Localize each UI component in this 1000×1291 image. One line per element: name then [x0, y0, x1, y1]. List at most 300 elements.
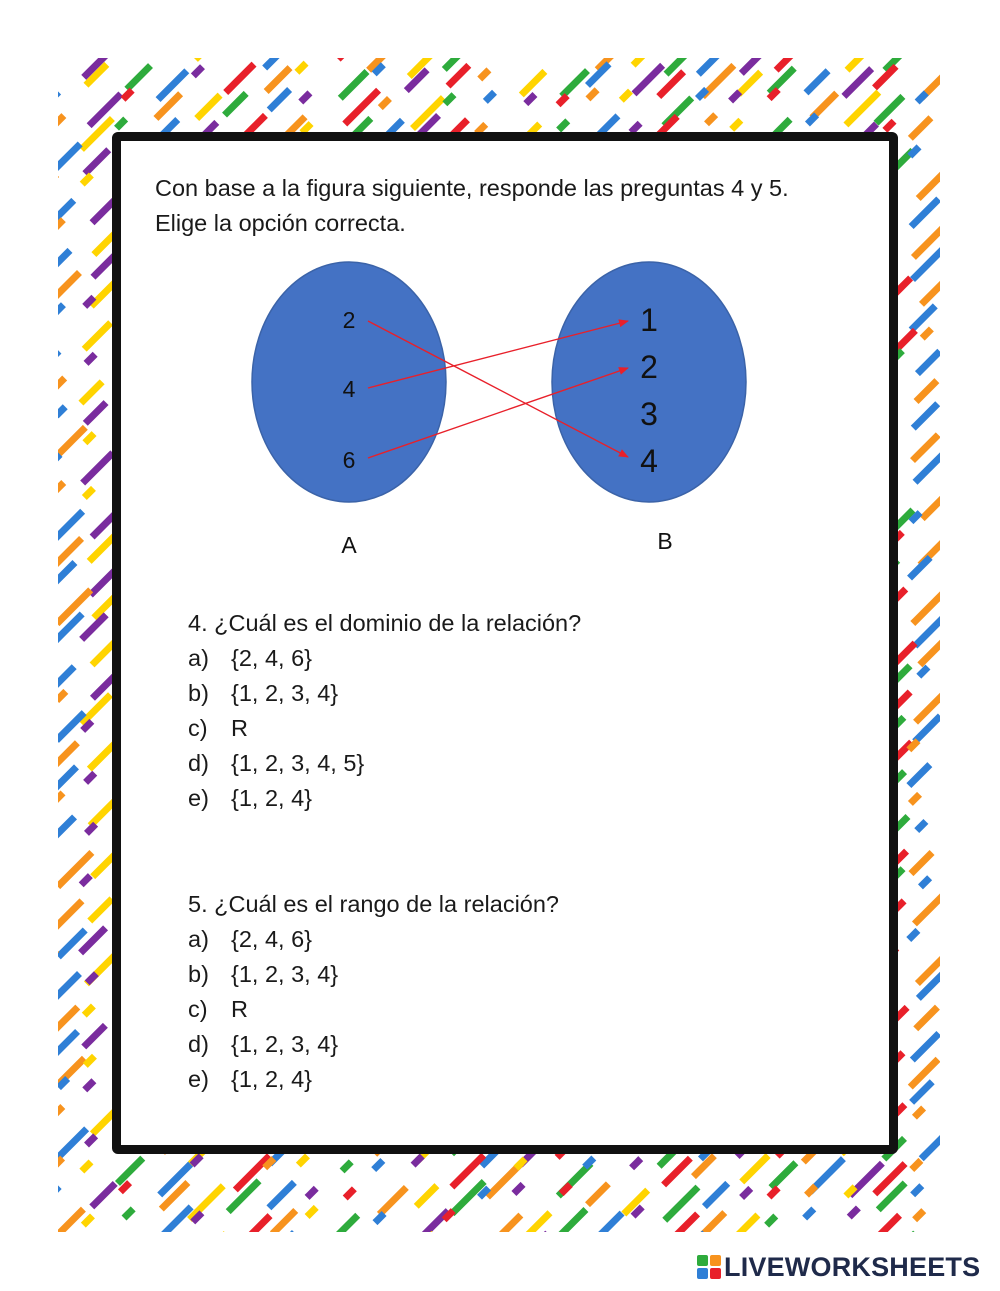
answer-option[interactable]: [188, 746, 788, 781]
border-stripe: [958, 228, 977, 247]
border-stripe: [491, 1218, 518, 1245]
border-stripe: [666, 1161, 688, 1183]
border-stripe: [343, 16, 362, 35]
border-stripe: [382, 17, 386, 21]
border-stripe: [23, 1115, 27, 1119]
border-stripe: [52, 1189, 56, 1193]
border-stripe: [953, 326, 974, 347]
border-stripe: [561, 1212, 584, 1235]
answer-option[interactable]: [188, 922, 788, 957]
border-stripe: [915, 1188, 919, 1192]
border-stripe: [13, 15, 36, 38]
border-stripe: [959, 952, 980, 973]
option-letter: b): [188, 680, 209, 706]
border-stripe: [343, 74, 365, 96]
border-stripe: [310, 1191, 314, 1195]
border-stripe: [196, 1236, 223, 1263]
border-stripe: [846, 71, 869, 94]
border-stripe: [87, 152, 106, 171]
border-stripe: [301, 23, 320, 42]
border-stripe: [16, 590, 20, 594]
border-stripe: [949, 747, 953, 751]
set-b-element: 2: [640, 349, 658, 385]
border-stripe: [12, 275, 16, 279]
border-stripe: [848, 95, 876, 123]
border-stripe: [85, 455, 110, 480]
border-stripe: [953, 1053, 980, 1080]
border-stripe: [407, 1236, 431, 1260]
border-stripe: [416, 1158, 420, 1162]
border-stripe: [16, 1084, 42, 1110]
border-stripe: [50, 952, 54, 956]
border-stripe: [636, 1209, 640, 1213]
border-stripe: [234, 40, 238, 44]
border-stripe: [957, 283, 985, 311]
border-stripe: [378, 1238, 382, 1242]
border-stripe: [667, 1216, 696, 1245]
border-stripe: [52, 94, 56, 98]
border-stripe: [807, 1211, 811, 1215]
border-stripe: [18, 794, 22, 798]
border-stripe: [709, 117, 713, 121]
border-stripe: [59, 694, 63, 698]
border-stripe: [956, 898, 977, 919]
border-stripe: [592, 17, 621, 46]
border-stripe: [89, 1138, 93, 1142]
border-stripe: [911, 933, 915, 937]
border-stripe: [16, 561, 35, 580]
border-stripe: [87, 1262, 113, 1288]
border-stripe: [698, 1235, 702, 1239]
border-stripe: [420, 15, 437, 32]
border-stripe: [383, 101, 387, 105]
set-b-element: 1: [640, 302, 658, 338]
border-stripe: [24, 1007, 43, 1026]
border-stripe: [19, 671, 47, 699]
border-stripe: [382, 1190, 404, 1212]
option-letter: c): [188, 715, 208, 741]
border-stripe: [269, 19, 273, 23]
border-stripe: [54, 514, 80, 540]
border-stripe: [446, 1262, 474, 1290]
border-stripe: [16, 536, 45, 565]
border-stripe: [913, 797, 917, 801]
border-stripe: [915, 437, 936, 458]
border-stripe: [417, 1213, 446, 1242]
border-stripe: [482, 1191, 486, 1195]
border-stripe: [58, 146, 78, 166]
border-stripe: [22, 979, 50, 1007]
border-stripe: [95, 643, 114, 662]
border-stripe: [272, 92, 287, 107]
border-stripe: [673, 1240, 689, 1256]
border-stripe: [518, 1161, 522, 1165]
border-stripe: [521, 14, 525, 18]
liveworksheets-brand[interactable]: [697, 1252, 980, 1282]
border-stripe: [341, 40, 358, 57]
border-stripe: [561, 98, 565, 102]
border-stripe: [275, 1213, 293, 1231]
border-stripe: [447, 43, 471, 67]
border-stripe: [57, 118, 61, 122]
border-stripe: [20, 302, 24, 306]
border-stripe: [744, 1158, 765, 1179]
border-stripe: [86, 1218, 90, 1222]
border-stripe: [920, 95, 924, 99]
border-stripe: [734, 123, 738, 127]
border-stripe: [959, 795, 978, 814]
border-stripe: [25, 774, 52, 801]
option-text: {1, 2, 3, 4}: [231, 961, 339, 987]
border-stripe: [914, 1084, 930, 1100]
border-stripe: [627, 1268, 647, 1288]
border-stripe: [447, 97, 451, 101]
brand-text: LIVEWORKSHEETS: [724, 1251, 981, 1282]
border-stripe: [913, 120, 929, 136]
border-stripe: [14, 875, 41, 902]
border-stripe: [955, 484, 981, 510]
question-5: [188, 887, 788, 1097]
border-stripe: [491, 40, 495, 44]
border-stripe: [59, 409, 63, 413]
border-stripe: [956, 203, 973, 220]
border-stripe: [14, 744, 32, 762]
border-stripe: [924, 278, 947, 301]
answer-option[interactable]: [188, 641, 788, 676]
border-stripe: [947, 872, 964, 889]
border-stripe: [955, 125, 981, 151]
border-stripe: [271, 1185, 292, 1206]
border-stripe: [419, 1188, 435, 1204]
border-stripe: [299, 66, 303, 70]
border-stripe: [526, 1236, 546, 1256]
border-stripe: [913, 855, 929, 871]
border-stripe: [409, 1262, 413, 1266]
option-text: {1, 2, 3, 4}: [231, 1031, 339, 1057]
border-stripe: [624, 94, 628, 98]
border-stripe: [123, 1185, 127, 1189]
border-stripe: [659, 1267, 684, 1291]
border-stripe: [636, 46, 653, 63]
answer-option[interactable]: [188, 992, 788, 1027]
border-stripe: [451, 68, 467, 84]
border-stripe: [947, 619, 951, 623]
border-stripe: [564, 73, 585, 94]
border-stripe: [957, 405, 961, 409]
border-stripe: [876, 1218, 897, 1239]
border-stripe: [377, 67, 381, 71]
border-stripe: [337, 1266, 362, 1291]
border-stripe: [952, 689, 969, 706]
border-stripe: [381, 1271, 385, 1275]
border-stripe: [55, 565, 72, 582]
border-stripe: [192, 22, 196, 26]
border-stripe: [817, 45, 821, 49]
option-letter: e): [188, 1066, 209, 1092]
border-stripe: [637, 68, 661, 92]
border-stripe: [661, 74, 681, 94]
border-stripe: [58, 1242, 83, 1267]
border-stripe: [948, 74, 970, 96]
border-stripe: [126, 15, 142, 31]
intro-line-1: Con base a la figura siguiente, responde las preguntas 4 y 5.: [155, 175, 789, 201]
border-stripe: [879, 99, 901, 121]
border-stripe: [51, 745, 74, 768]
border-stripe: [587, 1160, 591, 1164]
border-stripe: [955, 853, 983, 881]
border-stripe: [921, 670, 925, 674]
border-stripe: [960, 1005, 964, 1009]
border-stripe: [950, 667, 975, 692]
border-stripe: [924, 1134, 946, 1156]
border-stripe: [773, 1165, 793, 1185]
border-stripe: [961, 1108, 977, 1124]
border-stripe: [744, 22, 773, 51]
border-stripe: [732, 1218, 756, 1242]
border-stripe: [744, 44, 770, 70]
border-stripe: [56, 795, 60, 799]
border-stripe: [61, 1081, 65, 1085]
border-stripe: [14, 145, 42, 173]
border-stripe: [270, 1269, 274, 1273]
set-b-label: B: [657, 528, 673, 554]
border-stripe: [192, 1188, 221, 1217]
border-stripe: [705, 68, 731, 94]
border-stripe: [58, 380, 62, 384]
border-stripe: [23, 433, 52, 462]
border-stripe: [15, 1186, 35, 1206]
border-stripe: [949, 249, 953, 253]
border-stripe: [561, 1244, 565, 1248]
border-stripe: [563, 1261, 591, 1289]
border-stripe: [47, 75, 51, 79]
border-stripe: [299, 1240, 326, 1267]
border-stripe: [55, 819, 72, 836]
border-stripe: [92, 96, 119, 123]
border-stripe: [447, 1213, 451, 1217]
option-letter: b): [188, 961, 209, 987]
border-stripe: [955, 641, 971, 657]
border-stripe: [14, 70, 18, 74]
border-stripe: [446, 19, 468, 41]
answer-option[interactable]: [188, 1062, 788, 1097]
border-stripe: [17, 951, 21, 955]
border-stripe: [922, 641, 944, 663]
border-stripe: [57, 222, 61, 226]
border-stripe: [304, 126, 308, 130]
border-stripe: [84, 878, 88, 882]
border-stripe: [488, 95, 492, 99]
border-stripe: [917, 619, 941, 643]
option-letter: a): [188, 645, 209, 671]
border-stripe: [454, 1158, 481, 1185]
border-stripe: [626, 1244, 653, 1271]
border-stripe: [597, 1238, 614, 1255]
option-text: {1, 2, 4}: [231, 785, 313, 811]
answer-option[interactable]: [188, 781, 788, 816]
answer-option[interactable]: [188, 1027, 788, 1062]
border-stripe: [779, 43, 803, 67]
border-stripe: [914, 1163, 918, 1167]
border-stripe: [87, 1008, 91, 1012]
border-stripe: [524, 74, 543, 93]
border-stripe: [90, 976, 94, 980]
border-stripe: [808, 73, 825, 90]
answer-option[interactable]: [188, 676, 788, 711]
option-text: {2, 4, 6}: [231, 645, 313, 671]
option-text: R: [231, 715, 248, 741]
border-stripe: [56, 1161, 60, 1165]
border-stripe: [87, 436, 91, 440]
border-stripe: [590, 1186, 606, 1202]
border-stripe: [849, 16, 874, 41]
border-stripe: [960, 589, 964, 593]
border-stripe: [127, 1211, 131, 1215]
border-stripe: [54, 275, 77, 298]
border-stripe: [917, 1110, 921, 1114]
border-stripe: [90, 1239, 110, 1259]
border-stripe: [769, 1218, 773, 1222]
border-stripe: [707, 1186, 725, 1204]
border-stripe: [950, 562, 969, 581]
set-b-element: 3: [640, 396, 658, 432]
border-stripe: [919, 824, 923, 828]
border-stripe: [57, 46, 61, 50]
border-stripe: [911, 767, 927, 783]
border-stripe: [923, 880, 927, 884]
border-stripe: [877, 69, 894, 86]
option-text: {1, 2, 3, 4, 5}: [231, 750, 365, 776]
border-stripe: [916, 406, 936, 426]
border-stripe: [84, 697, 108, 721]
border-stripe: [57, 485, 61, 489]
border-stripe: [49, 1034, 76, 1061]
border-stripe: [57, 307, 61, 311]
border-stripe: [87, 1083, 91, 1087]
border-stripe: [814, 96, 834, 116]
border-stripe: [84, 121, 110, 147]
border-stripe: [450, 1242, 454, 1246]
border-stripe: [129, 68, 148, 87]
border-stripe: [85, 724, 89, 728]
border-stripe: [14, 93, 18, 97]
border-stripe: [120, 40, 124, 44]
border-stripe: [590, 1270, 594, 1274]
border-stripe: [338, 1245, 358, 1265]
border-stripe: [19, 1162, 37, 1180]
border-stripe: [15, 330, 19, 334]
border-stripe: [18, 1214, 22, 1218]
border-stripe: [163, 1209, 189, 1235]
border-stripe: [913, 1062, 936, 1085]
border-stripe: [699, 21, 703, 25]
answer-option[interactable]: [188, 711, 788, 746]
liveworksheets-logo-icon: [697, 1255, 721, 1279]
border-stripe: [267, 1161, 271, 1165]
border-stripe: [53, 976, 77, 1000]
border-stripe: [959, 931, 984, 956]
border-stripe: [516, 1187, 520, 1191]
border-stripe: [269, 70, 288, 89]
border-stripe: [949, 511, 965, 527]
border-stripe: [518, 42, 522, 46]
option-letter: d): [188, 750, 209, 776]
border-stripe: [119, 122, 123, 126]
border-stripe: [667, 1190, 695, 1218]
border-stripe: [87, 491, 91, 495]
border-stripe: [233, 23, 250, 40]
border-stripe: [913, 515, 917, 519]
border-stripe: [772, 71, 792, 91]
border-stripe: [771, 1190, 775, 1194]
border-stripe: [24, 820, 46, 842]
border-stripe: [57, 1131, 85, 1159]
set-a-label: A: [341, 532, 357, 558]
border-stripe: [668, 44, 696, 72]
border-stripe: [48, 640, 52, 644]
border-stripe: [852, 1210, 856, 1214]
border-stripe: [912, 149, 916, 153]
border-stripe: [590, 92, 594, 96]
border-stripe: [89, 357, 93, 361]
border-stripe: [951, 540, 977, 566]
border-stripe: [921, 170, 947, 196]
border-stripe: [733, 94, 737, 98]
border-stripe: [24, 924, 28, 928]
border-stripe: [924, 69, 950, 95]
border-stripe: [958, 173, 980, 195]
set-a-element: 2: [342, 307, 356, 333]
border-stripe: [915, 593, 943, 621]
border-stripe: [488, 14, 514, 40]
border-stripe: [17, 405, 21, 409]
border-stripe: [954, 1080, 958, 1084]
option-text: {2, 4, 6}: [231, 926, 313, 952]
border-stripe: [87, 300, 91, 304]
border-stripe: [48, 332, 52, 336]
border-stripe: [376, 1163, 380, 1167]
border-stripe: [662, 20, 681, 39]
border-stripe: [880, 19, 895, 34]
answer-option[interactable]: [188, 957, 788, 992]
border-stripe: [11, 383, 15, 387]
border-stripe: [14, 513, 43, 542]
border-stripe: [303, 95, 307, 99]
option-text: {1, 2, 4}: [231, 1066, 313, 1092]
border-stripe: [122, 1264, 138, 1280]
border-stripe: [949, 775, 975, 801]
border-stripe: [125, 93, 129, 97]
border-stripe: [23, 1241, 27, 1245]
border-stripe: [956, 983, 960, 987]
border-stripe: [919, 383, 935, 399]
border-stripe: [925, 331, 929, 335]
border-stripe: [12, 642, 29, 659]
border-stripe: [52, 1212, 81, 1241]
border-stripe: [163, 1238, 179, 1254]
border-stripe: [23, 198, 41, 216]
border-stripe: [916, 44, 920, 48]
border-stripe: [163, 18, 181, 36]
border-stripe: [86, 1028, 103, 1045]
border-stripe: [925, 18, 942, 35]
set-a-element: 6: [342, 447, 356, 473]
option-letter: d): [188, 1031, 209, 1057]
border-stripe: [52, 354, 56, 358]
border-stripe: [925, 490, 951, 516]
border-stripe: [120, 1161, 140, 1181]
border-stripe: [339, 1218, 355, 1234]
